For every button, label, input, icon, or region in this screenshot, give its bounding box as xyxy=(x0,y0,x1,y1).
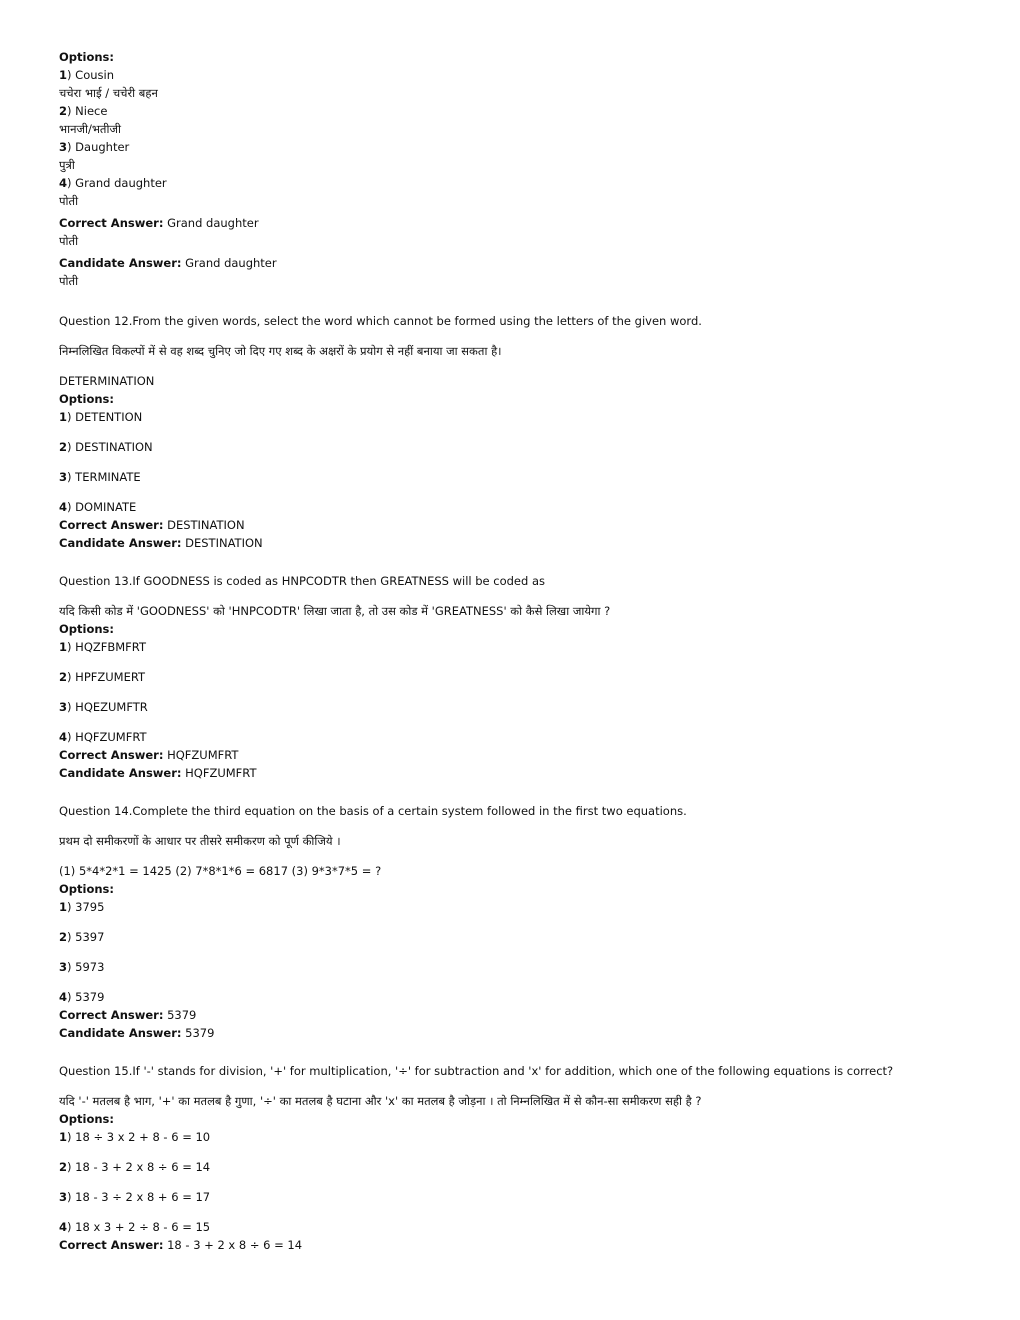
question-11-tail xyxy=(59,48,959,290)
question-hindi: निम्नलिखित विकल्पों में से वह शब्द चुनिए जो दिए गए शब्द के अक्षरों के प्रयोग से नहीं बनाया जा सकता है। xyxy=(59,344,502,358)
option-4-hindi: पोती xyxy=(59,194,79,208)
option-2-hindi: भानजी/भतीजी xyxy=(59,122,121,136)
option-1-hindi: चचेरा भाई / चचेरी बहन xyxy=(59,86,158,100)
option-3-hindi: पुत्री xyxy=(59,158,75,172)
question-text: Question 13.If GOODNESS is coded as HNPCODTR then GREATNESS will be coded as xyxy=(59,574,545,588)
candidate-answer-value: DESTINATION xyxy=(185,536,263,550)
document-page xyxy=(59,48,959,1254)
option-4: 4) DOMINATE xyxy=(59,500,137,514)
option-3: 3) TERMINATE xyxy=(59,470,141,484)
question-15 xyxy=(59,1062,959,1254)
candidate-answer: Candidate Answer: 5379 xyxy=(59,1026,215,1040)
candidate-answer: Candidate Answer: HQFZUMFRT xyxy=(59,766,257,780)
correct-answer-value: DESTINATION xyxy=(167,518,245,532)
question-12 xyxy=(59,312,959,552)
equation: (1) 5*4*2*1 = 1425 (2) 7*8*1*6 = 6817 (3) 9*3*7*5 = ? xyxy=(59,864,382,878)
option-2: 2) 5397 xyxy=(59,930,105,944)
options-label: Options: xyxy=(59,882,114,896)
given-word: DETERMINATION xyxy=(59,374,155,388)
option-4: 4) Grand daughter xyxy=(59,176,167,190)
option-1: 1) Cousin xyxy=(59,68,115,82)
option-3: 3) Daughter xyxy=(59,140,130,154)
candidate-answer: Candidate Answer: Grand daughter xyxy=(59,256,277,270)
option-1: 1) DETENTION xyxy=(59,410,143,424)
option-1: 1) 3795 xyxy=(59,900,105,914)
candidate-answer-value: Grand daughter xyxy=(185,256,277,270)
candidate-answer-hindi: पोती xyxy=(59,274,79,288)
question-hindi: यदि '-' मतलब है भाग, '+' का मतलब है गुणा, '÷' का मतलब है घटाना और 'x' का मतलब है जोड़ना । तो निम्नलिखित में से कौन-सा समीकरण सही है ? xyxy=(59,1094,702,1108)
option-2: 2) DESTINATION xyxy=(59,440,153,454)
correct-answer-value: Grand daughter xyxy=(167,216,259,230)
option-4: 4) 18 x 3 + 2 ÷ 8 - 6 = 15 xyxy=(59,1220,211,1234)
correct-answer: Correct Answer: Grand daughter xyxy=(59,216,259,230)
option-1: 1) HQZFBMFRT xyxy=(59,640,146,654)
option-text: Cousin xyxy=(75,68,115,82)
options-label: Options: xyxy=(59,50,114,64)
option-2: 2) Niece xyxy=(59,104,108,118)
option-number: 3 xyxy=(59,140,68,154)
correct-answer-hindi: पोती xyxy=(59,234,79,248)
question-text: Question 14.Complete the third equation on the basis of a certain system followed in the first two equations. xyxy=(59,804,687,818)
correct-answer: Correct Answer: HQFZUMFRT xyxy=(59,748,239,762)
option-1: 1) 18 ÷ 3 x 2 + 8 - 6 = 10 xyxy=(59,1130,211,1144)
correct-answer-value: 18 - 3 + 2 x 8 ÷ 6 = 14 xyxy=(167,1238,303,1252)
candidate-answer: Candidate Answer: DESTINATION xyxy=(59,536,263,550)
options-label: Options: xyxy=(59,622,114,636)
question-13 xyxy=(59,572,959,782)
option-4: 4) 5379 xyxy=(59,990,105,1004)
correct-answer-value: 5379 xyxy=(167,1008,197,1022)
correct-answer: Correct Answer: DESTINATION xyxy=(59,518,245,532)
option-text: Niece xyxy=(75,104,108,118)
candidate-answer-value: 5379 xyxy=(185,1026,215,1040)
question-hindi: प्रथम दो समीकरणों के आधार पर तीसरे समीकरण को पूर्ण कीजिये । xyxy=(59,834,341,848)
option-2: 2) HPFZUMERT xyxy=(59,670,146,684)
correct-answer: Correct Answer: 18 - 3 + 2 x 8 ÷ 6 = 14 xyxy=(59,1238,303,1252)
option-4: 4) HQFZUMFRT xyxy=(59,730,147,744)
option-text: Daughter xyxy=(75,140,130,154)
question-text: Question 15.If '-' stands for division, '+' for multiplication, '÷' for subtraction and 'x' for addition, which one of the following equations is correct? xyxy=(59,1064,894,1078)
option-3: 3) 18 - 3 ÷ 2 x 8 + 6 = 17 xyxy=(59,1190,211,1204)
option-3: 3) 5973 xyxy=(59,960,105,974)
correct-answer: Correct Answer: 5379 xyxy=(59,1008,197,1022)
correct-answer-value: HQFZUMFRT xyxy=(167,748,239,762)
options-label: Options: xyxy=(59,1112,114,1126)
question-14 xyxy=(59,802,959,1042)
question-hindi: यदि किसी कोड में 'GOODNESS' को 'HNPCODTR' लिखा जाता है, तो उस कोड में 'GREATNESS' को कैसे लिखा जायेगा ? xyxy=(59,604,611,618)
option-number: 1 xyxy=(59,68,68,82)
option-3: 3) HQEZUMFTR xyxy=(59,700,148,714)
option-2: 2) 18 - 3 + 2 x 8 ÷ 6 = 14 xyxy=(59,1160,211,1174)
option-number: 4 xyxy=(59,176,68,190)
option-number: 2 xyxy=(59,104,68,118)
candidate-answer-value: HQFZUMFRT xyxy=(185,766,257,780)
options-label: Options: xyxy=(59,392,114,406)
question-text: Question 12.From the given words, select the word which cannot be formed using the letters of the given word. xyxy=(59,314,702,328)
option-text: Grand daughter xyxy=(75,176,167,190)
